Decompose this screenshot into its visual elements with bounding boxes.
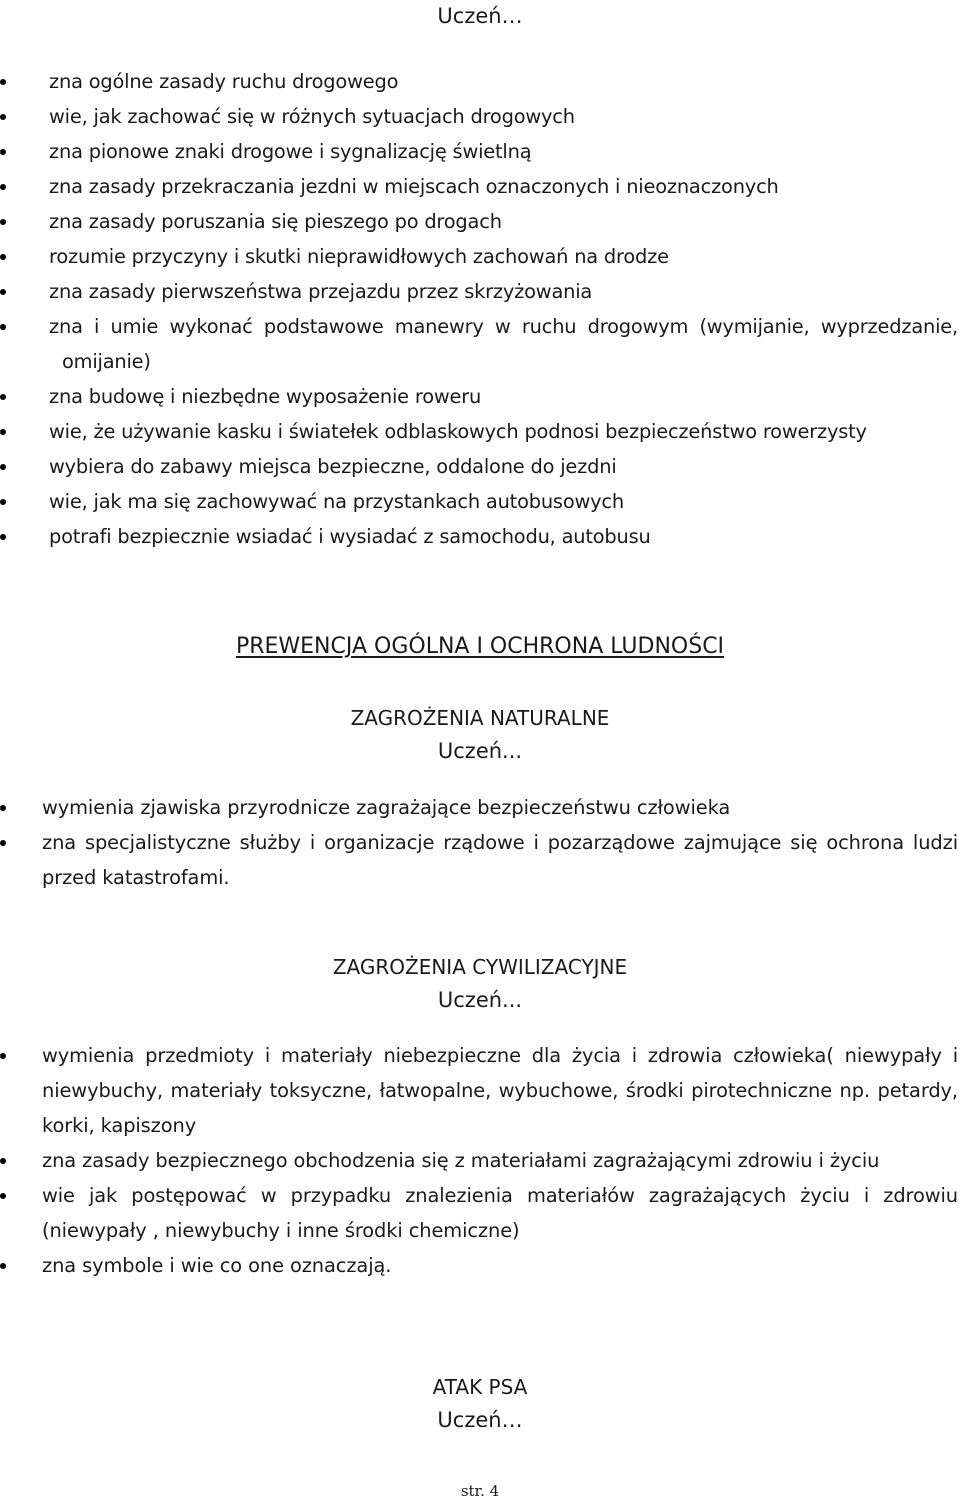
list-item: zna zasady bezpiecznego obchodzenia się z materiałami zagrażającymi zdrowiu i życiu (0, 1143, 958, 1178)
bullet-icon (0, 219, 6, 225)
list-item: rozumie przyczyny i skutki nieprawidłowych zachowań na drodze (0, 239, 958, 274)
bullet-icon (0, 464, 6, 470)
page-number: str. 4 (460, 1482, 500, 1500)
bullet-icon (0, 114, 6, 120)
list-item: zna zasady pierwszeństwa przejazdu przez skrzyżowania (0, 274, 958, 309)
list-item: zna zasady poruszania się pieszego po drogach (0, 204, 958, 239)
list-item: wymienia przedmioty i materiały niebezpieczne dla życia i zdrowia człowieka( niewypały i niewybuchy, materiały toksyczne, łatwopalne, wybuchowe, środki pirotechniczne np. petardy, korki, kapiszony (0, 1038, 958, 1143)
list-item: wymienia zjawiska przyrodnicze zagrażające bezpieczeństwu człowieka (0, 790, 958, 825)
bullet-icon (0, 499, 6, 505)
list-item: zna specjalistyczne służby i organizacje rządowe i pozarządowe zajmujące się ochrona ludzi przed katastrofami. (0, 825, 958, 895)
bullet-icon (0, 840, 6, 846)
atak-psa-subheading: Uczeń… (437, 1408, 523, 1432)
bullet-icon (0, 1193, 6, 1199)
list-item: zna ogólne zasady ruchu drogowego (0, 64, 958, 99)
bullet-icon (0, 1263, 6, 1269)
traffic-rules-list (0, 64, 958, 554)
naturalne-heading: ZAGROŻENIA NATURALNE (350, 706, 610, 730)
bullet-icon (0, 79, 6, 85)
natural-hazards-list (0, 790, 958, 895)
atak-psa-heading: ATAK PSA (432, 1375, 528, 1399)
list-item: zna zasady przekraczania jezdni w miejscach oznaczonych i nieoznaczonych (0, 169, 958, 204)
bullet-icon (0, 1158, 6, 1164)
prewencja-heading: PREWENCJA OGÓLNA I OCHRONA LUDNOŚCI (235, 634, 725, 659)
list-item: wybiera do zabawy miejsca bezpieczne, oddalone do jezdni (0, 449, 958, 484)
top-heading: Uczeń… (437, 4, 523, 28)
list-item: wie, jak ma się zachowywać na przystankach autobusowych (0, 484, 958, 519)
bullet-icon (0, 394, 6, 400)
list-item: zna pionowe znaki drogowe i sygnalizację świetlną (0, 134, 958, 169)
list-item: zna symbole i wie co one oznaczają. (0, 1248, 958, 1283)
bullet-icon (0, 184, 6, 190)
list-item: zna budowę i niezbędne wyposażenie roweru (0, 379, 958, 414)
list-item: wie, że używanie kasku i światełek odblaskowych podnosi bezpieczeństwo rowerzysty (0, 414, 958, 449)
bullet-icon (0, 149, 6, 155)
bullet-icon (0, 324, 6, 330)
list-item: wie jak postępować w przypadku znalezienia materiałów zagrażających życiu i zdrowiu (niewypały , niewybuchy i inne środki chemiczne) (0, 1178, 958, 1248)
bullet-icon (0, 289, 6, 295)
bullet-icon (0, 254, 6, 260)
list-item: potrafi bezpiecznie wsiadać i wysiadać z samochodu, autobusu (0, 519, 958, 554)
bullet-icon (0, 805, 6, 811)
cywilizacyjne-subheading: Uczeń... (437, 988, 523, 1012)
civilization-hazards-list (0, 1038, 958, 1283)
list-item: wie, jak zachować się w różnych sytuacjach drogowych (0, 99, 958, 134)
naturalne-subheading: Uczeń... (437, 739, 523, 763)
list-item: zna i umie wykonać podstawowe manewry w ruchu drogowym (wymijanie, wyprzedzanie, omijanie) (0, 309, 958, 379)
bullet-icon (0, 1053, 6, 1059)
cywilizacyjne-heading: ZAGROŻENIA CYWILIZACYJNE (332, 955, 628, 979)
bullet-icon (0, 429, 6, 435)
bullet-icon (0, 534, 6, 540)
